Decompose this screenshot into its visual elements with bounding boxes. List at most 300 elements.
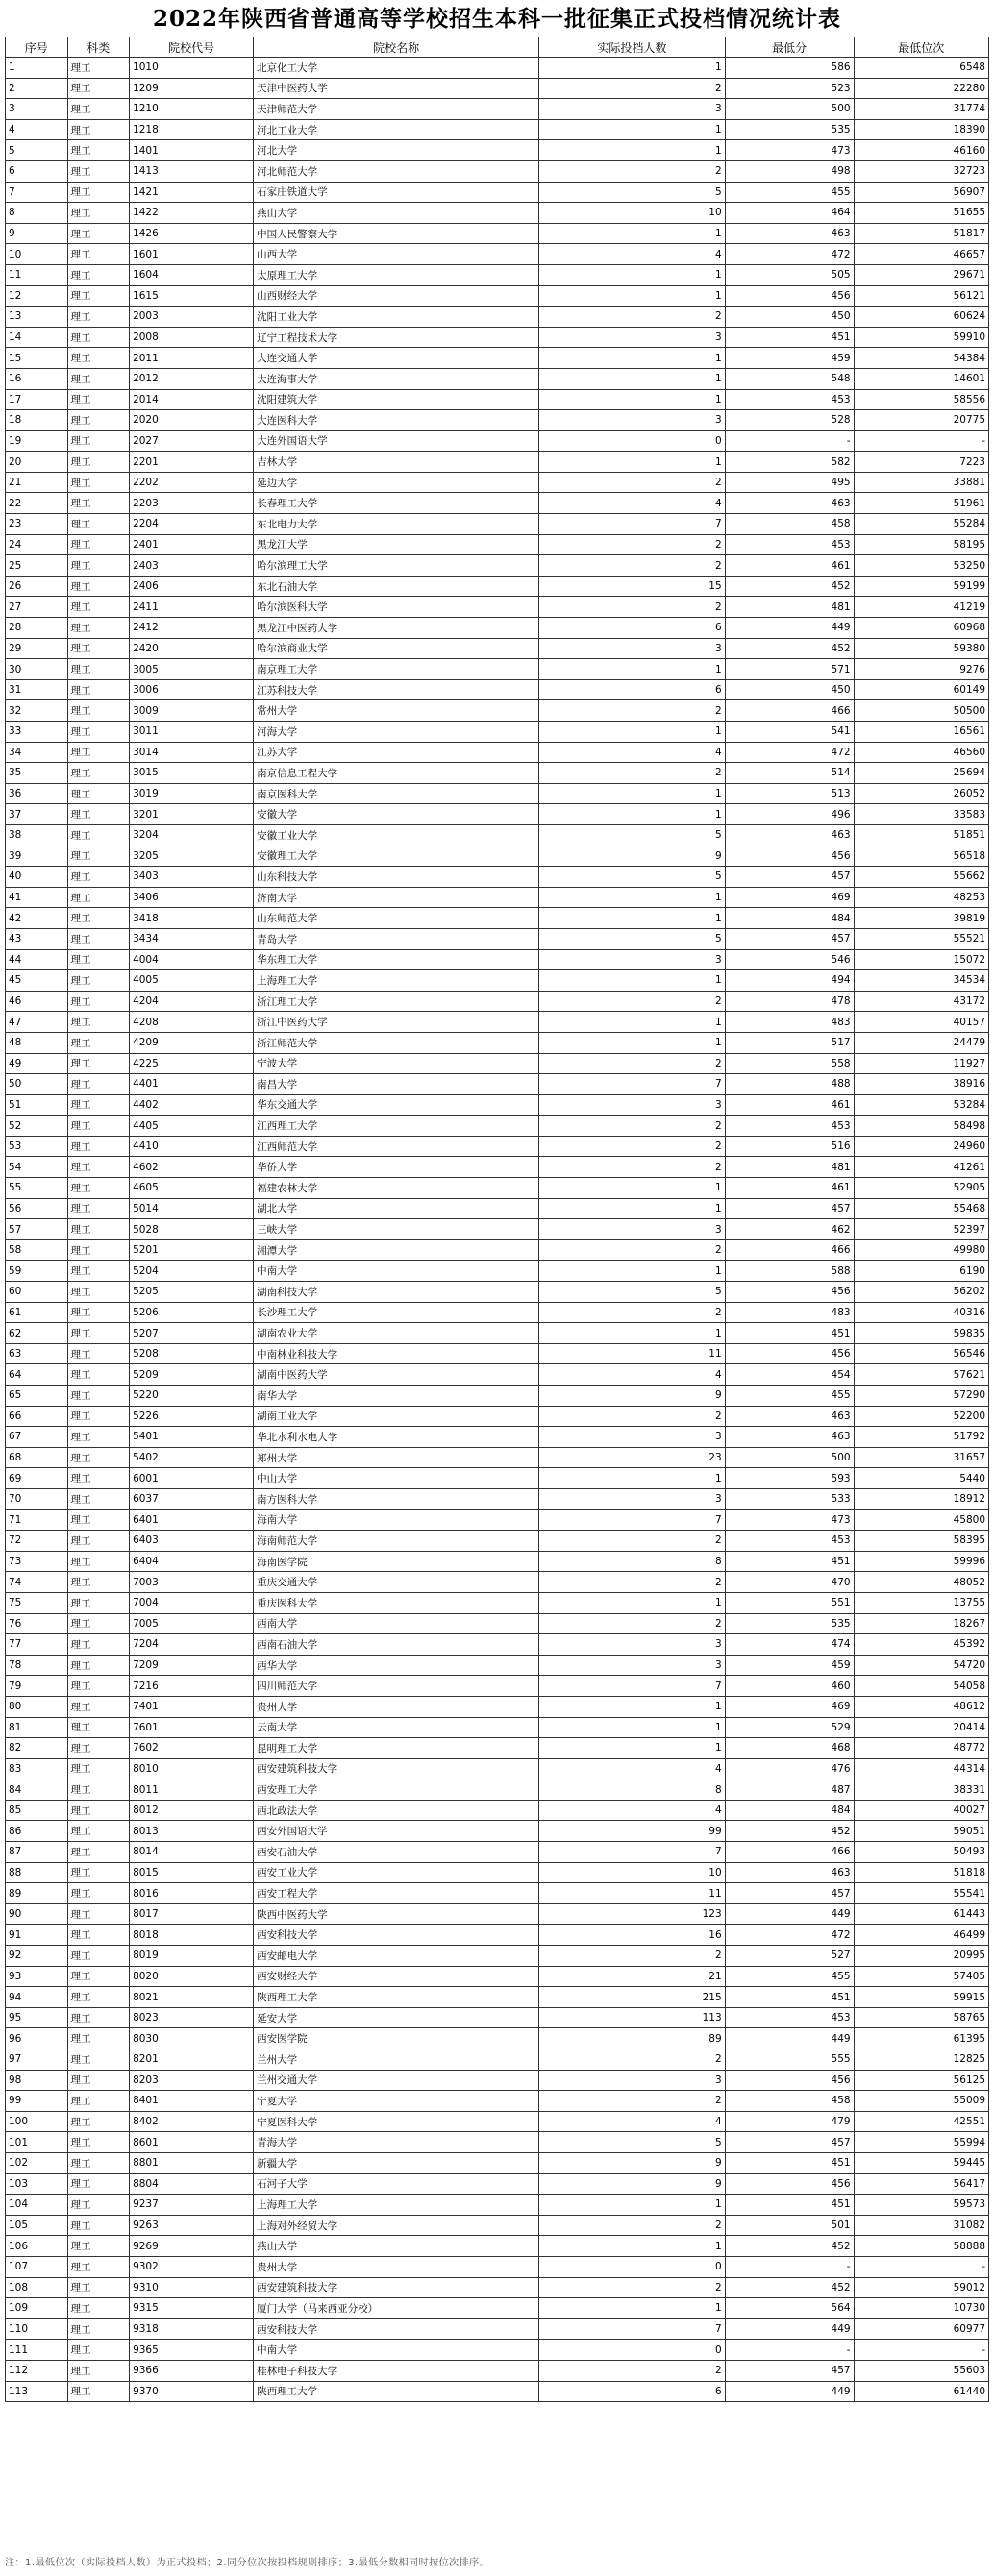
row-min-score: 523 <box>725 78 854 99</box>
row-min-rank: 49980 <box>854 1239 988 1261</box>
row-category: 理工 <box>67 1946 130 1967</box>
row-category: 理工 <box>67 846 130 867</box>
row-index: 18 <box>6 410 68 431</box>
row-school-name: 陕西中医药大学 <box>254 1903 539 1925</box>
row-admitted-count: 4 <box>539 1800 726 1821</box>
row-min-rank: 20414 <box>854 1717 988 1738</box>
row-school-code: 8016 <box>130 1883 254 1904</box>
row-school-name: 北京化工大学 <box>254 58 539 79</box>
row-category: 理工 <box>67 1386 130 1407</box>
row-min-score: 449 <box>725 618 854 639</box>
table-row <box>6 1447 989 1468</box>
table-row <box>6 1842 989 1863</box>
row-school-name: 中南大学 <box>254 1261 539 1282</box>
row-category: 理工 <box>67 1509 130 1531</box>
row-min-score: 461 <box>725 555 854 577</box>
row-index: 84 <box>6 1779 68 1801</box>
row-admitted-count: 9 <box>539 2152 726 2173</box>
row-min-rank: 50493 <box>854 1842 988 1863</box>
row-min-score: 528 <box>725 410 854 431</box>
row-index: 9 <box>6 223 68 244</box>
row-index: 25 <box>6 555 68 577</box>
row-school-code: 8030 <box>130 2028 254 2049</box>
row-min-score: 470 <box>725 1572 854 1593</box>
row-category: 理工 <box>67 58 130 79</box>
row-school-code: 8023 <box>130 2007 254 2028</box>
row-category: 理工 <box>67 410 130 431</box>
row-school-name: 南昌大学 <box>254 1074 539 1095</box>
row-category: 理工 <box>67 182 130 203</box>
row-min-score: 457 <box>725 1198 854 1219</box>
column-header-school-name: 院校名称 <box>254 37 539 58</box>
row-school-code: 5204 <box>130 1261 254 1282</box>
row-category: 理工 <box>67 1343 130 1364</box>
row-min-score: 483 <box>725 1302 854 1323</box>
row-min-rank: 48253 <box>854 887 988 908</box>
row-school-code: 5220 <box>130 1386 254 1407</box>
row-index: 93 <box>6 1966 68 1987</box>
row-index: 89 <box>6 1883 68 1904</box>
row-index: 71 <box>6 1509 68 1531</box>
row-school-name: 石河子大学 <box>254 2173 539 2195</box>
row-school-name: 燕山大学 <box>254 2236 539 2257</box>
row-school-name: 延边大学 <box>254 472 539 493</box>
admission-table <box>5 37 989 2402</box>
row-school-code: 9269 <box>130 2236 254 2257</box>
row-category: 理工 <box>67 679 130 700</box>
row-category: 理工 <box>67 1613 130 1634</box>
row-min-rank: 11927 <box>854 1053 988 1074</box>
row-min-rank: 60968 <box>854 618 988 639</box>
row-school-code: 3204 <box>130 824 254 846</box>
row-school-name: 海南医学院 <box>254 1551 539 1572</box>
row-admitted-count: 9 <box>539 846 726 867</box>
row-admitted-count: 1 <box>539 140 726 161</box>
row-school-name: 西安理工大学 <box>254 1779 539 1801</box>
row-min-rank: 61395 <box>854 2028 988 2049</box>
table-row <box>6 1551 989 1572</box>
row-min-rank: 40157 <box>854 1012 988 1033</box>
row-category: 理工 <box>67 949 130 970</box>
row-min-rank: 57621 <box>854 1364 988 1386</box>
row-category: 理工 <box>67 2236 130 2257</box>
row-index: 28 <box>6 618 68 639</box>
row-school-code: 8015 <box>130 1862 254 1883</box>
row-min-rank: 60977 <box>854 2318 988 2340</box>
row-school-name: 西安工程大学 <box>254 1883 539 1904</box>
row-min-score: 449 <box>725 1903 854 1925</box>
table-row <box>6 2111 989 2132</box>
row-school-code: 5402 <box>130 1447 254 1468</box>
row-min-score: 558 <box>725 1053 854 1074</box>
table-row <box>6 2381 989 2402</box>
row-category: 理工 <box>67 99 130 120</box>
row-index: 65 <box>6 1386 68 1407</box>
row-school-code: 8401 <box>130 2091 254 2112</box>
table-row <box>6 1343 989 1364</box>
row-school-name: 华北水利水电大学 <box>254 1427 539 1448</box>
row-school-code: 9366 <box>130 2360 254 2381</box>
row-category: 理工 <box>67 1198 130 1219</box>
row-admitted-count: 1 <box>539 389 726 410</box>
row-admitted-count: 1 <box>539 1178 726 1199</box>
table-row <box>6 514 989 535</box>
row-school-name: 海南大学 <box>254 1509 539 1531</box>
row-index: 92 <box>6 1946 68 1967</box>
row-category: 理工 <box>67 1800 130 1821</box>
row-school-code: 6401 <box>130 1509 254 1531</box>
row-school-code: 1604 <box>130 264 254 285</box>
row-school-code: 3005 <box>130 659 254 680</box>
row-index: 75 <box>6 1592 68 1613</box>
column-header-min-rank: 最低位次 <box>854 37 988 58</box>
row-school-name: 湖南农业大学 <box>254 1323 539 1344</box>
row-category: 理工 <box>67 638 130 659</box>
row-min-rank: 51655 <box>854 203 988 224</box>
row-admitted-count: 2 <box>539 1531 726 1552</box>
row-category: 理工 <box>67 2007 130 2028</box>
row-min-score: 505 <box>725 264 854 285</box>
row-min-score: 463 <box>725 1862 854 1883</box>
row-index: 14 <box>6 327 68 348</box>
row-admitted-count: 1 <box>539 1738 726 1759</box>
row-admitted-count: 3 <box>539 1219 726 1240</box>
row-min-score: 453 <box>725 2007 854 2028</box>
row-school-name: 青岛大学 <box>254 928 539 949</box>
row-index: 105 <box>6 2215 68 2236</box>
row-index: 110 <box>6 2318 68 2340</box>
row-school-code: 1426 <box>130 223 254 244</box>
row-school-code: 9310 <box>130 2277 254 2298</box>
row-admitted-count: 5 <box>539 182 726 203</box>
row-min-rank: 46657 <box>854 244 988 265</box>
row-min-rank: 18267 <box>854 1613 988 1634</box>
row-category: 理工 <box>67 1655 130 1676</box>
row-school-name: 济南大学 <box>254 887 539 908</box>
row-school-name: 山东师范大学 <box>254 908 539 929</box>
row-school-code: 6001 <box>130 1468 254 1489</box>
row-index: 5 <box>6 140 68 161</box>
row-min-rank: 59445 <box>854 2152 988 2173</box>
row-school-code: 4410 <box>130 1136 254 1157</box>
row-admitted-count: 2 <box>539 700 726 722</box>
row-school-code: 8011 <box>130 1779 254 1801</box>
row-school-name: 厦门大学（马来西亚分校） <box>254 2298 539 2319</box>
row-school-code: 6404 <box>130 1551 254 1572</box>
column-header-category: 科类 <box>67 37 130 58</box>
row-school-name: 西南石油大学 <box>254 1634 539 1656</box>
row-index: 24 <box>6 534 68 555</box>
row-index: 35 <box>6 763 68 784</box>
row-min-rank: 12825 <box>854 2049 988 2071</box>
table-row <box>6 804 989 825</box>
row-school-code: 2202 <box>130 472 254 493</box>
table-row <box>6 1032 989 1053</box>
row-min-score: 535 <box>725 119 854 140</box>
row-category: 理工 <box>67 493 130 514</box>
row-admitted-count: 2 <box>539 991 726 1012</box>
row-min-score: 456 <box>725 1343 854 1364</box>
row-school-name: 山西财经大学 <box>254 285 539 307</box>
row-school-code: 3019 <box>130 783 254 804</box>
row-school-code: 1421 <box>130 182 254 203</box>
row-school-name: 南方医科大学 <box>254 1488 539 1509</box>
table-row <box>6 1157 989 1178</box>
row-category: 理工 <box>67 1447 130 1468</box>
row-school-name: 湘潭大学 <box>254 1239 539 1261</box>
row-min-rank: 54384 <box>854 348 988 369</box>
row-admitted-count: 8 <box>539 1551 726 1572</box>
table-row <box>6 763 989 784</box>
row-admitted-count: 1 <box>539 1012 726 1033</box>
table-header-row <box>6 37 989 58</box>
row-admitted-count: 4 <box>539 244 726 265</box>
row-category: 理工 <box>67 2256 130 2277</box>
row-index: 54 <box>6 1157 68 1178</box>
row-admitted-count: 2 <box>539 2091 726 2112</box>
row-index: 10 <box>6 244 68 265</box>
row-school-code: 8013 <box>130 1821 254 1842</box>
row-school-name: 大连外国语大学 <box>254 430 539 452</box>
table-row <box>6 1613 989 1634</box>
row-category: 理工 <box>67 1302 130 1323</box>
row-index: 85 <box>6 1800 68 1821</box>
row-admitted-count: 1 <box>539 783 726 804</box>
row-min-score: 498 <box>725 160 854 182</box>
row-min-score: 457 <box>725 2132 854 2153</box>
row-school-name: 安徽大学 <box>254 804 539 825</box>
row-category: 理工 <box>67 2028 130 2049</box>
table-row <box>6 1239 989 1261</box>
table-row <box>6 1198 989 1219</box>
row-category: 理工 <box>67 908 130 929</box>
row-admitted-count: 2 <box>539 160 726 182</box>
row-category: 理工 <box>67 1427 130 1448</box>
row-admitted-count: 1 <box>539 1261 726 1282</box>
row-min-rank: 39819 <box>854 908 988 929</box>
row-school-name: 郑州大学 <box>254 1447 539 1468</box>
table-row <box>6 908 989 929</box>
row-admitted-count: 2 <box>539 78 726 99</box>
row-school-name: 中山大学 <box>254 1468 539 1489</box>
row-index: 81 <box>6 1717 68 1738</box>
row-admitted-count: 2 <box>539 2277 726 2298</box>
row-min-score: 481 <box>725 1157 854 1178</box>
row-school-code: 7401 <box>130 1696 254 1717</box>
row-admitted-count: 113 <box>539 2007 726 2028</box>
row-min-score: 457 <box>725 1883 854 1904</box>
row-min-rank: 51818 <box>854 1862 988 1883</box>
row-school-code: 8017 <box>130 1903 254 1925</box>
row-min-rank: 56121 <box>854 285 988 307</box>
row-school-name: 安徽工业大学 <box>254 824 539 846</box>
row-min-rank: 58765 <box>854 2007 988 2028</box>
row-school-name: 大连海事大学 <box>254 368 539 389</box>
row-school-code: 9237 <box>130 2195 254 2216</box>
row-min-score: 455 <box>725 1966 854 1987</box>
row-category: 理工 <box>67 1032 130 1053</box>
row-school-name: 西安工业大学 <box>254 1862 539 1883</box>
row-min-rank: 16561 <box>854 722 988 743</box>
row-school-code: 7602 <box>130 1738 254 1759</box>
row-index: 59 <box>6 1261 68 1282</box>
table-row <box>6 2360 989 2381</box>
row-min-rank: 26052 <box>854 783 988 804</box>
table-row <box>6 430 989 452</box>
row-min-rank: 56417 <box>854 2173 988 2195</box>
row-admitted-count: 9 <box>539 1386 726 1407</box>
row-school-code: 4209 <box>130 1032 254 1053</box>
row-min-score: 472 <box>725 1925 854 1946</box>
row-school-name: 中南林业科技大学 <box>254 1343 539 1364</box>
table-row <box>6 1758 989 1779</box>
row-school-code: 3403 <box>130 867 254 888</box>
row-min-score: 582 <box>725 452 854 473</box>
row-category: 理工 <box>67 970 130 992</box>
row-index: 7 <box>6 182 68 203</box>
row-school-name: 重庆医科大学 <box>254 1592 539 1613</box>
row-min-score: 461 <box>725 1178 854 1199</box>
table-row <box>6 1717 989 1738</box>
row-category: 理工 <box>67 368 130 389</box>
row-school-name: 宁波大学 <box>254 1053 539 1074</box>
row-min-score: 586 <box>725 58 854 79</box>
row-index: 30 <box>6 659 68 680</box>
table-row <box>6 783 989 804</box>
row-min-score: 452 <box>725 576 854 597</box>
row-admitted-count: 5 <box>539 928 726 949</box>
row-index: 15 <box>6 348 68 369</box>
row-school-code: 3009 <box>130 700 254 722</box>
row-category: 理工 <box>67 1696 130 1717</box>
table-row <box>6 1572 989 1593</box>
table-row <box>6 1531 989 1552</box>
row-min-rank: 52397 <box>854 1219 988 1240</box>
table-row <box>6 472 989 493</box>
row-min-rank: 15072 <box>854 949 988 970</box>
row-school-name: 宁夏大学 <box>254 2091 539 2112</box>
row-index: 82 <box>6 1738 68 1759</box>
row-index: 58 <box>6 1239 68 1261</box>
row-admitted-count: 10 <box>539 1862 726 1883</box>
row-min-score: 473 <box>725 140 854 161</box>
row-min-rank: 61443 <box>854 1903 988 1925</box>
row-school-name: 兰州交通大学 <box>254 2070 539 2091</box>
row-category: 理工 <box>67 991 130 1012</box>
table-row <box>6 223 989 244</box>
row-school-name: 重庆交通大学 <box>254 1572 539 1593</box>
row-school-name: 延安大学 <box>254 2007 539 2028</box>
table-row <box>6 2298 989 2319</box>
row-admitted-count: 5 <box>539 824 726 846</box>
row-min-rank: 20995 <box>854 1946 988 1967</box>
row-school-name: 上海理工大学 <box>254 2195 539 2216</box>
row-index: 52 <box>6 1116 68 1137</box>
row-min-score: 513 <box>725 783 854 804</box>
row-school-code: 7204 <box>130 1634 254 1656</box>
row-admitted-count: 5 <box>539 867 726 888</box>
row-admitted-count: 215 <box>539 1987 726 2008</box>
row-min-rank: - <box>854 430 988 452</box>
row-category: 理工 <box>67 928 130 949</box>
row-min-rank: 32723 <box>854 160 988 182</box>
row-min-rank: 13755 <box>854 1592 988 1613</box>
row-school-code: 3406 <box>130 887 254 908</box>
row-admitted-count: 1 <box>539 2236 726 2257</box>
table-row <box>6 534 989 555</box>
table-row <box>6 659 989 680</box>
row-min-score: 588 <box>725 1261 854 1282</box>
row-school-name: 东北石油大学 <box>254 576 539 597</box>
row-min-score: 451 <box>725 1323 854 1344</box>
row-school-code: 4405 <box>130 1116 254 1137</box>
row-min-score: 452 <box>725 638 854 659</box>
row-min-score: 483 <box>725 1012 854 1033</box>
row-admitted-count: 0 <box>539 2340 726 2361</box>
row-min-rank: 31082 <box>854 2215 988 2236</box>
table-row <box>6 368 989 389</box>
row-min-score: 478 <box>725 991 854 1012</box>
table-row <box>6 1427 989 1448</box>
row-min-rank: 24479 <box>854 1032 988 1053</box>
row-min-score: 450 <box>725 307 854 328</box>
row-min-score: 564 <box>725 2298 854 2319</box>
row-school-code: 2027 <box>130 430 254 452</box>
row-category: 理工 <box>67 1903 130 1925</box>
row-index: 94 <box>6 1987 68 2008</box>
table-row <box>6 2132 989 2153</box>
row-min-score: 551 <box>725 1592 854 1613</box>
row-school-code: 7209 <box>130 1655 254 1676</box>
row-school-name: 吉林大学 <box>254 452 539 473</box>
row-category: 理工 <box>67 1758 130 1779</box>
row-min-score: 474 <box>725 1634 854 1656</box>
row-min-score: 451 <box>725 327 854 348</box>
row-index: 41 <box>6 887 68 908</box>
row-school-name: 陕西理工大学 <box>254 2381 539 2402</box>
row-min-score: 473 <box>725 1509 854 1531</box>
table-row <box>6 327 989 348</box>
table-row <box>6 1821 989 1842</box>
row-min-score: 459 <box>725 348 854 369</box>
row-category: 理工 <box>67 119 130 140</box>
row-school-code: 5209 <box>130 1364 254 1386</box>
row-admitted-count: 3 <box>539 1655 726 1676</box>
row-min-score: 463 <box>725 493 854 514</box>
row-category: 理工 <box>67 160 130 182</box>
row-school-code: 3015 <box>130 763 254 784</box>
row-index: 44 <box>6 949 68 970</box>
row-min-rank: 59910 <box>854 327 988 348</box>
row-category: 理工 <box>67 618 130 639</box>
row-category: 理工 <box>67 1261 130 1282</box>
row-category: 理工 <box>67 78 130 99</box>
table-row <box>6 452 989 473</box>
row-min-rank: 59199 <box>854 576 988 597</box>
row-school-code: 8804 <box>130 2173 254 2195</box>
row-min-score: - <box>725 2340 854 2361</box>
row-index: 77 <box>6 1634 68 1656</box>
row-school-code: 2012 <box>130 368 254 389</box>
row-index: 106 <box>6 2236 68 2257</box>
row-admitted-count: 3 <box>539 2070 726 2091</box>
row-school-code: 3006 <box>130 679 254 700</box>
row-school-name: 西华大学 <box>254 1655 539 1676</box>
row-school-name: 沈阳建筑大学 <box>254 389 539 410</box>
row-min-rank: 55662 <box>854 867 988 888</box>
row-min-score: 449 <box>725 2318 854 2340</box>
row-admitted-count: 2 <box>539 472 726 493</box>
